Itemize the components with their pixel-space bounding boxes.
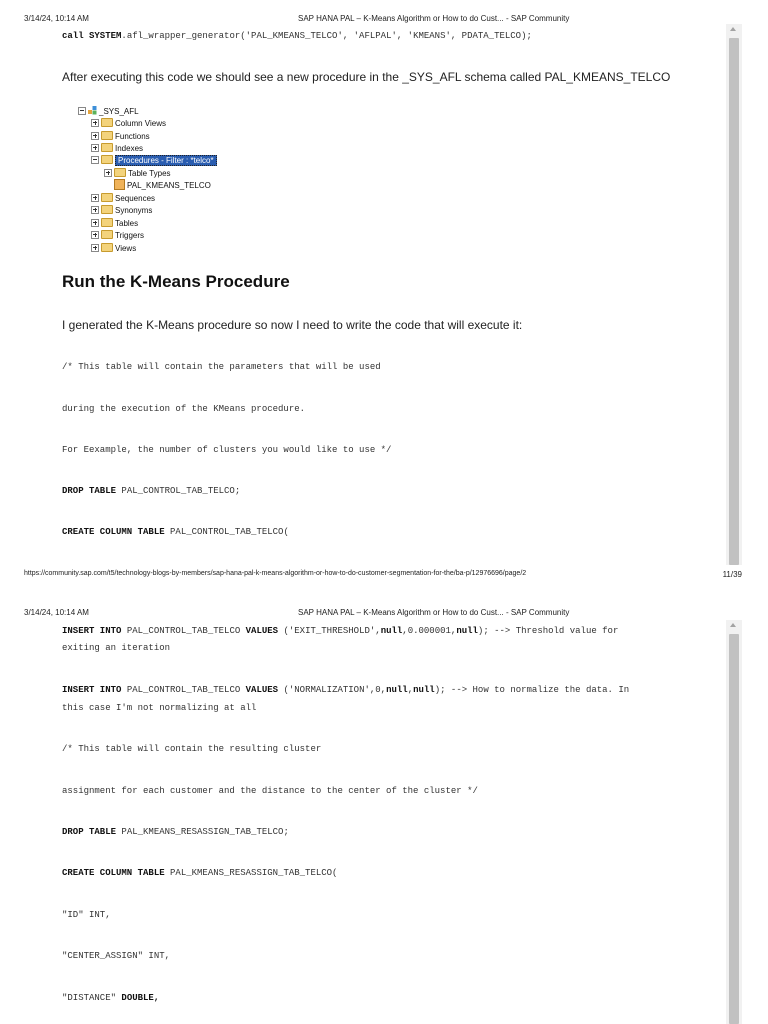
- code-insert-exit-threshold: INSERT INTO PAL_CONTROL_TAB_TELCO VALUES ('EXIT_THRESHOLD',null,0.000001,null); --> Threshold value for: [62, 626, 619, 636]
- code-drop-table: DROP TABLE PAL_KMEANS_RESASSIGN_TAB_TELCO;: [62, 827, 289, 837]
- folder-icon: [101, 243, 113, 252]
- folder-icon: [101, 205, 113, 214]
- page-number: 11/39: [722, 570, 742, 579]
- folder-icon: [114, 168, 126, 177]
- code-comment-line: /* This table will contain the parameters that will be used: [62, 362, 381, 372]
- tree-item-table-types[interactable]: Table Types: [104, 168, 171, 180]
- scrollbar-thumb[interactable]: [729, 634, 739, 1024]
- tree-item-views[interactable]: Views: [91, 243, 136, 255]
- expand-icon[interactable]: [91, 231, 99, 239]
- print-page-title: SAP HANA PAL – K-Means Algorithm or How to do Cust... - SAP Community: [298, 608, 570, 617]
- page-content: [24, 620, 712, 1024]
- folder-icon: [101, 155, 113, 164]
- expand-icon[interactable]: [91, 132, 99, 140]
- code-create-table: CREATE COLUMN TABLE PAL_CONTROL_TAB_TELCO(: [62, 527, 289, 537]
- code-column-distance: "DISTANCE" DOUBLE,: [62, 993, 160, 1003]
- tree-item-column-views[interactable]: Column Views: [91, 118, 166, 130]
- print-datetime: 3/14/24, 10:14 AM: [24, 14, 89, 23]
- expand-icon[interactable]: [91, 144, 99, 152]
- code-column-id: "ID" INT,: [62, 910, 111, 920]
- tree-item-pal-kmeans-telco[interactable]: PAL_KMEANS_TELCO: [114, 180, 211, 192]
- print-datetime: 3/14/24, 10:14 AM: [24, 608, 89, 617]
- print-url[interactable]: https://community.sap.com/t5/technology-blogs-by-members/sap-hana-pal-k-means-algorithm-or-how-to-do-customer-segmentation-for-the/ba-p/12976696/page/2: [24, 570, 527, 577]
- procedure-icon: [114, 179, 125, 190]
- section-heading: Run the K-Means Procedure: [62, 272, 290, 291]
- code-comment-line: For Eexample, the number of clusters you would like to use */: [62, 445, 392, 455]
- tree-item-indexes[interactable]: Indexes: [91, 143, 143, 155]
- paragraph-after-executing: After executing this code we should see a new procedure in the _SYS_AFL schema called PAL_KMEANS_TELCO: [62, 70, 671, 84]
- code-insert-wrap: this case I'm not normalizing at all: [62, 703, 257, 713]
- tree-item-functions[interactable]: Functions: [91, 131, 150, 143]
- expand-icon[interactable]: [91, 244, 99, 252]
- code-comment-line: /* This table will contain the resulting cluster: [62, 744, 322, 754]
- folder-icon: [101, 143, 113, 152]
- tree-item-sequences[interactable]: Sequences: [91, 193, 155, 205]
- scroll-up-arrow-icon[interactable]: [730, 623, 736, 627]
- folder-icon: [101, 131, 113, 140]
- expand-icon[interactable]: [91, 206, 99, 214]
- tree-item-tables[interactable]: Tables: [91, 218, 138, 230]
- folder-icon: [101, 193, 113, 202]
- code-create-table: CREATE COLUMN TABLE PAL_KMEANS_RESASSIGN_TAB_TELCO(: [62, 868, 338, 878]
- folder-icon: [101, 230, 113, 239]
- expand-icon[interactable]: [91, 194, 99, 202]
- folder-icon: [101, 118, 113, 127]
- page-content: [24, 24, 712, 565]
- folder-icon: [101, 218, 113, 227]
- expand-icon[interactable]: [91, 219, 99, 227]
- code-line-call: call SYSTEM.afl_wrapper_generator('PAL_KMEANS_TELCO', 'AFLPAL', 'KMEANS', PDATA_TELCO);: [62, 31, 532, 41]
- code-insert-normalization: INSERT INTO PAL_CONTROL_TAB_TELCO VALUES ('NORMALIZATION',0,null,null); --> How to normalize the data. In: [62, 685, 630, 695]
- print-page-title: SAP HANA PAL – K-Means Algorithm or How to do Cust... - SAP Community: [298, 14, 570, 23]
- expand-icon[interactable]: [91, 119, 99, 127]
- vertical-scrollbar[interactable]: [726, 24, 742, 565]
- code-insert-wrap: exiting an iteration: [62, 643, 171, 653]
- scrollbar-thumb[interactable]: [729, 38, 739, 565]
- schema-icon: [88, 106, 97, 115]
- collapse-icon[interactable]: [91, 156, 99, 164]
- tree-item-synonyms[interactable]: Synonyms: [91, 205, 152, 217]
- paragraph-generated-procedure: I generated the K-Means procedure so now I need to write the code that will execute it:: [62, 318, 523, 332]
- tree-item-triggers[interactable]: Triggers: [91, 230, 144, 242]
- expand-icon[interactable]: [104, 169, 112, 177]
- vertical-scrollbar[interactable]: [726, 620, 742, 1024]
- collapse-icon[interactable]: [78, 107, 86, 115]
- tree-root-sys-afl[interactable]: _SYS_AFL: [78, 106, 139, 118]
- tree-item-procedures[interactable]: Procedures - Filter : *telco*: [91, 155, 217, 167]
- scroll-up-arrow-icon[interactable]: [730, 27, 736, 31]
- code-drop-table: DROP TABLE PAL_CONTROL_TAB_TELCO;: [62, 486, 241, 496]
- code-comment-line: assignment for each customer and the distance to the center of the cluster */: [62, 786, 478, 796]
- code-column-center-assign: "CENTER_ASSIGN" INT,: [62, 951, 171, 961]
- code-comment-line: during the execution of the KMeans procedure.: [62, 404, 306, 414]
